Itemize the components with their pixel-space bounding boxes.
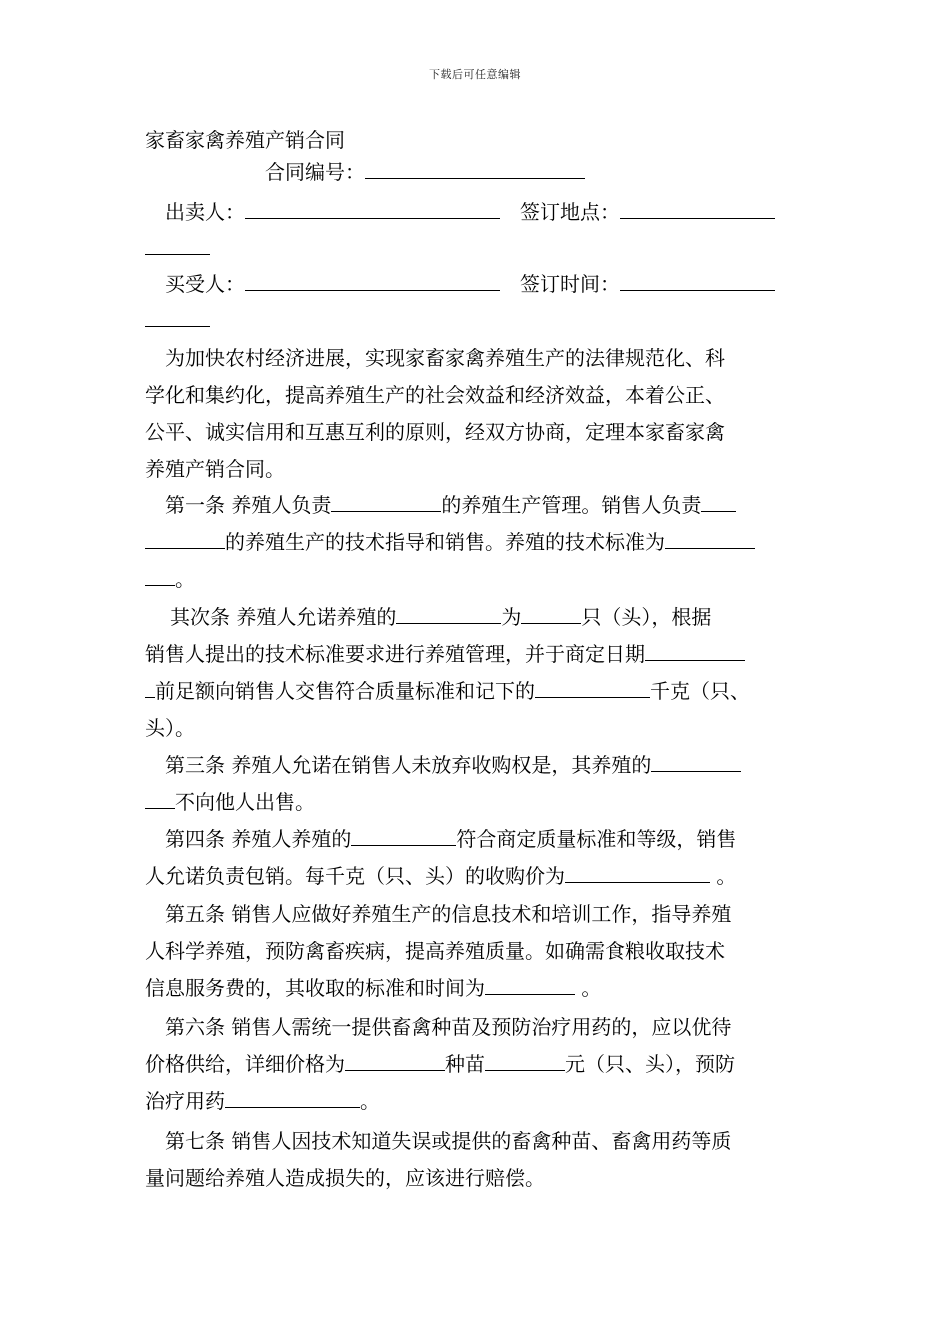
contract-line bbox=[145, 974, 825, 1002]
line-text: 的养殖生产的技术指导和销售。养殖的技术标准为 bbox=[225, 530, 665, 554]
fill-in-blank[interactable] bbox=[245, 272, 500, 291]
contract-line bbox=[145, 491, 845, 519]
line-text: 合同编号： bbox=[265, 160, 365, 184]
fill-in-blank[interactable] bbox=[485, 976, 575, 995]
contract-line bbox=[145, 862, 825, 890]
contract-title: 家畜家禽养殖产销合同 bbox=[145, 128, 345, 152]
line-text: 。 bbox=[360, 1089, 380, 1113]
contract-line bbox=[145, 825, 845, 853]
line-text: 出卖人： bbox=[165, 200, 245, 224]
contract-line bbox=[145, 455, 825, 483]
contract-line bbox=[145, 1013, 845, 1041]
contract-line bbox=[145, 270, 845, 298]
contract-line bbox=[145, 751, 845, 779]
fill-in-blank[interactable] bbox=[145, 530, 225, 549]
fill-in-blank[interactable] bbox=[351, 827, 456, 846]
fill-in-blank[interactable] bbox=[645, 642, 745, 661]
line-text: 人允诺负责包销。每千克（只、头）的收购价为 bbox=[145, 864, 565, 888]
fill-in-blank[interactable] bbox=[245, 200, 500, 219]
fill-in-blank[interactable] bbox=[620, 200, 775, 219]
line-text: 量问题给养殖人造成损失的，应该进行赔偿。 bbox=[145, 1166, 545, 1190]
fill-in-blank[interactable] bbox=[651, 753, 741, 772]
line-text: 第五条 销售人应做好养殖生产的信息技术和培训工作，指导养殖 bbox=[165, 902, 732, 926]
contract-line bbox=[145, 158, 945, 186]
fill-in-blank[interactable] bbox=[331, 493, 441, 512]
line-text: 第三条 养殖人允诺在销售人未放弃收购权是，其养殖的 bbox=[165, 753, 652, 777]
contract-line bbox=[145, 603, 850, 631]
line-text: 人科学养殖，预防禽畜疾病，提高养殖质量。如确需食粮收取技术 bbox=[145, 939, 725, 963]
fill-in-blank[interactable] bbox=[345, 1052, 445, 1071]
fill-in-blank[interactable] bbox=[396, 605, 501, 624]
line-text: 为加快农村经济进展，实现家畜家禽养殖生产的法律规范化、科 bbox=[165, 346, 725, 370]
contract-line bbox=[145, 234, 825, 262]
contract-line bbox=[145, 1050, 825, 1078]
contract-line bbox=[145, 1164, 825, 1192]
line-text: 千克（只、 bbox=[650, 679, 750, 703]
contract-line bbox=[145, 1127, 845, 1155]
line-text: 信息服务费的，其收取的标准和时间为 bbox=[145, 976, 485, 1000]
line-text: 销售人提出的技术标准要求进行养殖管理，并于商定日期 bbox=[145, 642, 645, 666]
line-text: 第七条 销售人因技术知道失误或提供的畜禽种苗、畜禽用药等质 bbox=[165, 1129, 732, 1153]
line-text: 种苗 bbox=[445, 1052, 485, 1076]
page-header: 下载后可任意编辑 bbox=[429, 68, 521, 81]
fill-in-blank[interactable] bbox=[620, 272, 775, 291]
line-text: 只（头），根据 bbox=[581, 605, 712, 629]
fill-in-blank[interactable] bbox=[535, 679, 650, 698]
contract-line bbox=[145, 381, 825, 409]
contract-line bbox=[145, 714, 825, 742]
line-text: 第六条 销售人需统一提供畜禽种苗及预防治疗用药的，应以优待 bbox=[165, 1015, 732, 1039]
line-text: 。 bbox=[575, 976, 602, 1000]
line-text: 前足额向销售人交售符合质量标准和记下的 bbox=[155, 679, 535, 703]
line-text: 签订地点： bbox=[500, 200, 620, 224]
line-text: 头）。 bbox=[145, 716, 195, 740]
contract-line bbox=[145, 344, 845, 372]
line-text: 价格供给，详细价格为 bbox=[145, 1052, 345, 1076]
contract-line bbox=[145, 900, 845, 928]
line-text: 学化和集约化，提高养殖生产的社会效益和经济效益，本着公正、 bbox=[145, 383, 725, 407]
fill-in-blank[interactable] bbox=[225, 1089, 360, 1108]
contract-line bbox=[145, 937, 825, 965]
fill-in-blank[interactable] bbox=[701, 493, 736, 512]
line-text: 。 bbox=[175, 567, 195, 591]
line-text: 第一条 养殖人负责 bbox=[165, 493, 332, 517]
line-text: 为 bbox=[501, 605, 522, 629]
fill-in-blank[interactable] bbox=[565, 864, 710, 883]
fill-in-blank[interactable] bbox=[485, 1052, 565, 1071]
line-text: 买受人： bbox=[165, 272, 245, 296]
contract-line bbox=[145, 640, 825, 668]
contract-line bbox=[145, 677, 825, 705]
contract-line bbox=[145, 418, 825, 446]
fill-in-blank[interactable] bbox=[145, 790, 175, 809]
fill-in-blank[interactable] bbox=[145, 236, 210, 255]
fill-in-blank[interactable] bbox=[145, 679, 155, 698]
line-text: 养殖产销合同。 bbox=[145, 457, 285, 481]
contract-line bbox=[145, 788, 825, 816]
fill-in-blank[interactable] bbox=[145, 567, 175, 586]
contract-line bbox=[145, 198, 845, 226]
line-text: 第四条 养殖人养殖的 bbox=[165, 827, 352, 851]
line-text: 公平、诚实信用和互惠互利的原则，经双方协商，定理本家畜家禽 bbox=[145, 420, 725, 444]
contract-line bbox=[145, 565, 825, 593]
fill-in-blank[interactable] bbox=[521, 605, 581, 624]
fill-in-blank[interactable] bbox=[145, 308, 210, 327]
line-text: 签订时间： bbox=[500, 272, 620, 296]
line-text: 的养殖生产管理。销售人负责 bbox=[441, 493, 702, 517]
line-text: 。 bbox=[710, 864, 737, 888]
contract-line bbox=[145, 528, 825, 556]
contract-line bbox=[145, 306, 825, 334]
line-text: 符合商定质量标准和等级，销售 bbox=[456, 827, 737, 851]
fill-in-blank[interactable] bbox=[665, 530, 755, 549]
line-text: 治疗用药 bbox=[145, 1089, 225, 1113]
contract-line bbox=[145, 1087, 825, 1115]
fill-in-blank[interactable] bbox=[365, 160, 585, 179]
line-text: 不向他人出售。 bbox=[175, 790, 315, 814]
line-text: 其次条 养殖人允诺养殖的 bbox=[170, 605, 397, 629]
line-text: 元（只、头），预防 bbox=[565, 1052, 735, 1076]
